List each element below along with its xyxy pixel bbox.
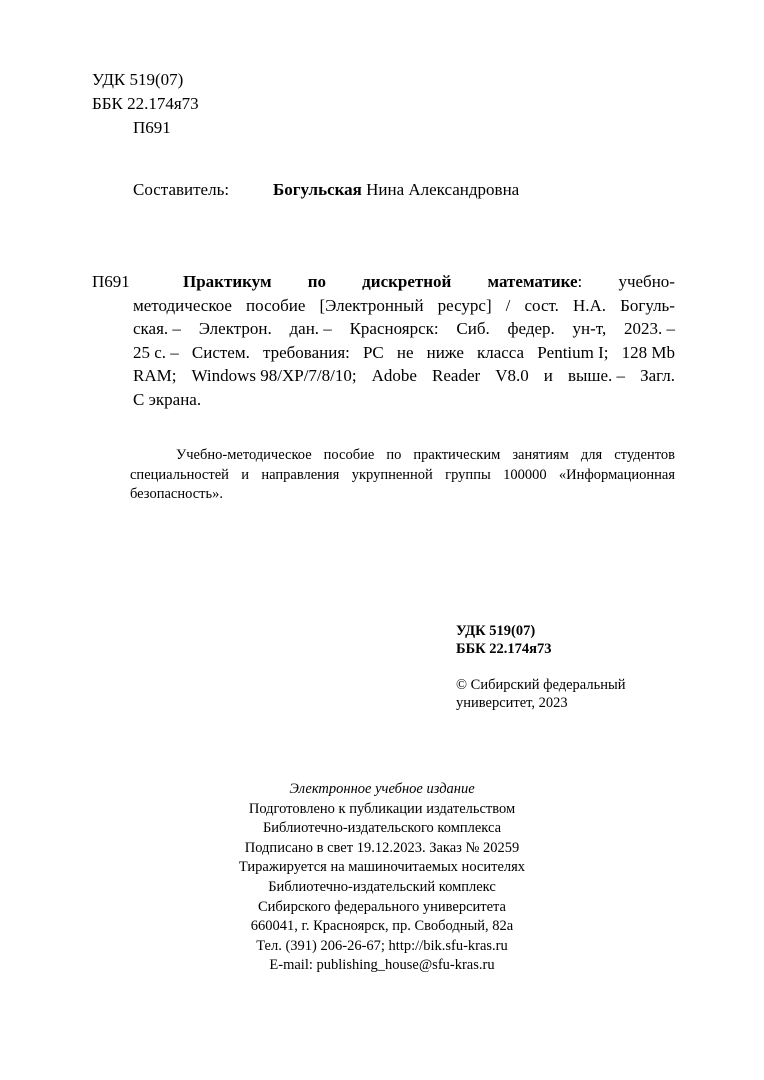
annotation-word: Практикум [183, 272, 272, 291]
annotation-line-2: методическое пособие [Электронный ресурс] / сост. Н.А. Богуль- [133, 295, 675, 315]
annotation-line-5: RAM; Windows 98/XP/7/8/10; Adobe Reader V8.0 и выше. – Загл. [133, 366, 675, 385]
annotation-line-1 [92, 270, 675, 294]
compiler-surname: Богульская [273, 180, 362, 199]
abstract-line-1: Учебно-методическое пособие по практическим занятиям для студентов [176, 447, 675, 463]
imprint [182, 780, 582, 976]
abstract [130, 446, 675, 505]
annotation-line-6: С экрана. [133, 389, 202, 409]
imprint-line: Подготовлено к публикации издательством [248, 800, 516, 817]
imprint-title: Электронное учебное издание [289, 781, 475, 797]
compiler-name [273, 178, 519, 202]
abstract-line-3: безопасность». [130, 486, 223, 502]
annotation-word: учебно- [618, 272, 675, 291]
compiler-given-names: Нина Александровна [366, 180, 520, 199]
abstract-line-2: специальностей и направления укрупненной группы 100000 «Информационная [130, 466, 675, 483]
imprint-line: 660041, г. Красноярск, пр. Свободный, 82а [250, 918, 514, 935]
classification-bbk: ББК 22.174я73 [456, 641, 552, 657]
copyright-line-2: университет, 2023 [456, 695, 568, 711]
annotation-title-end: математике: [487, 272, 583, 291]
header-bbk: ББК 22.174я73 [92, 94, 199, 113]
annotation-code: П691 [92, 272, 130, 291]
annotation-body [92, 270, 675, 411]
annotation-word: дискретной [362, 272, 452, 291]
compiler-label: Составитель: [133, 180, 230, 199]
imprint-line: Библиотечно-издательского комплекса [262, 820, 502, 837]
imprint-line: Тел. (391) 206-26-67; http://bik.sfu-kras.ru [256, 937, 508, 954]
imprint-email: E-mail: publishing_house@sfu-kras.ru [269, 957, 495, 974]
classification-udk: УДК 519(07) [456, 623, 536, 639]
header-author-mark: П691 [133, 118, 171, 137]
annotation-line-3: ская. – Электрон. дан. – Красноярск: Сиб. федер. ун-т, 2023. – [133, 319, 675, 338]
imprint-line: Подписано в свет 19.12.2023. Заказ № 20259 [244, 839, 520, 856]
annotation-word: по [307, 272, 326, 291]
annotation-line-4: 25 с. – Систем. требования: PC не ниже класса Pentium I; 128 Mb [133, 342, 675, 362]
header-udk: УДК 519(07) [92, 70, 184, 89]
imprint-line: Тиражируется на машиночитаемых носителях [238, 859, 526, 876]
copyright-line-1: © Сибирский федеральный [456, 677, 626, 693]
imprint-line: Библиотечно-издательский комплекс [268, 878, 496, 895]
imprint-line: Сибирского федерального университета [258, 898, 506, 915]
